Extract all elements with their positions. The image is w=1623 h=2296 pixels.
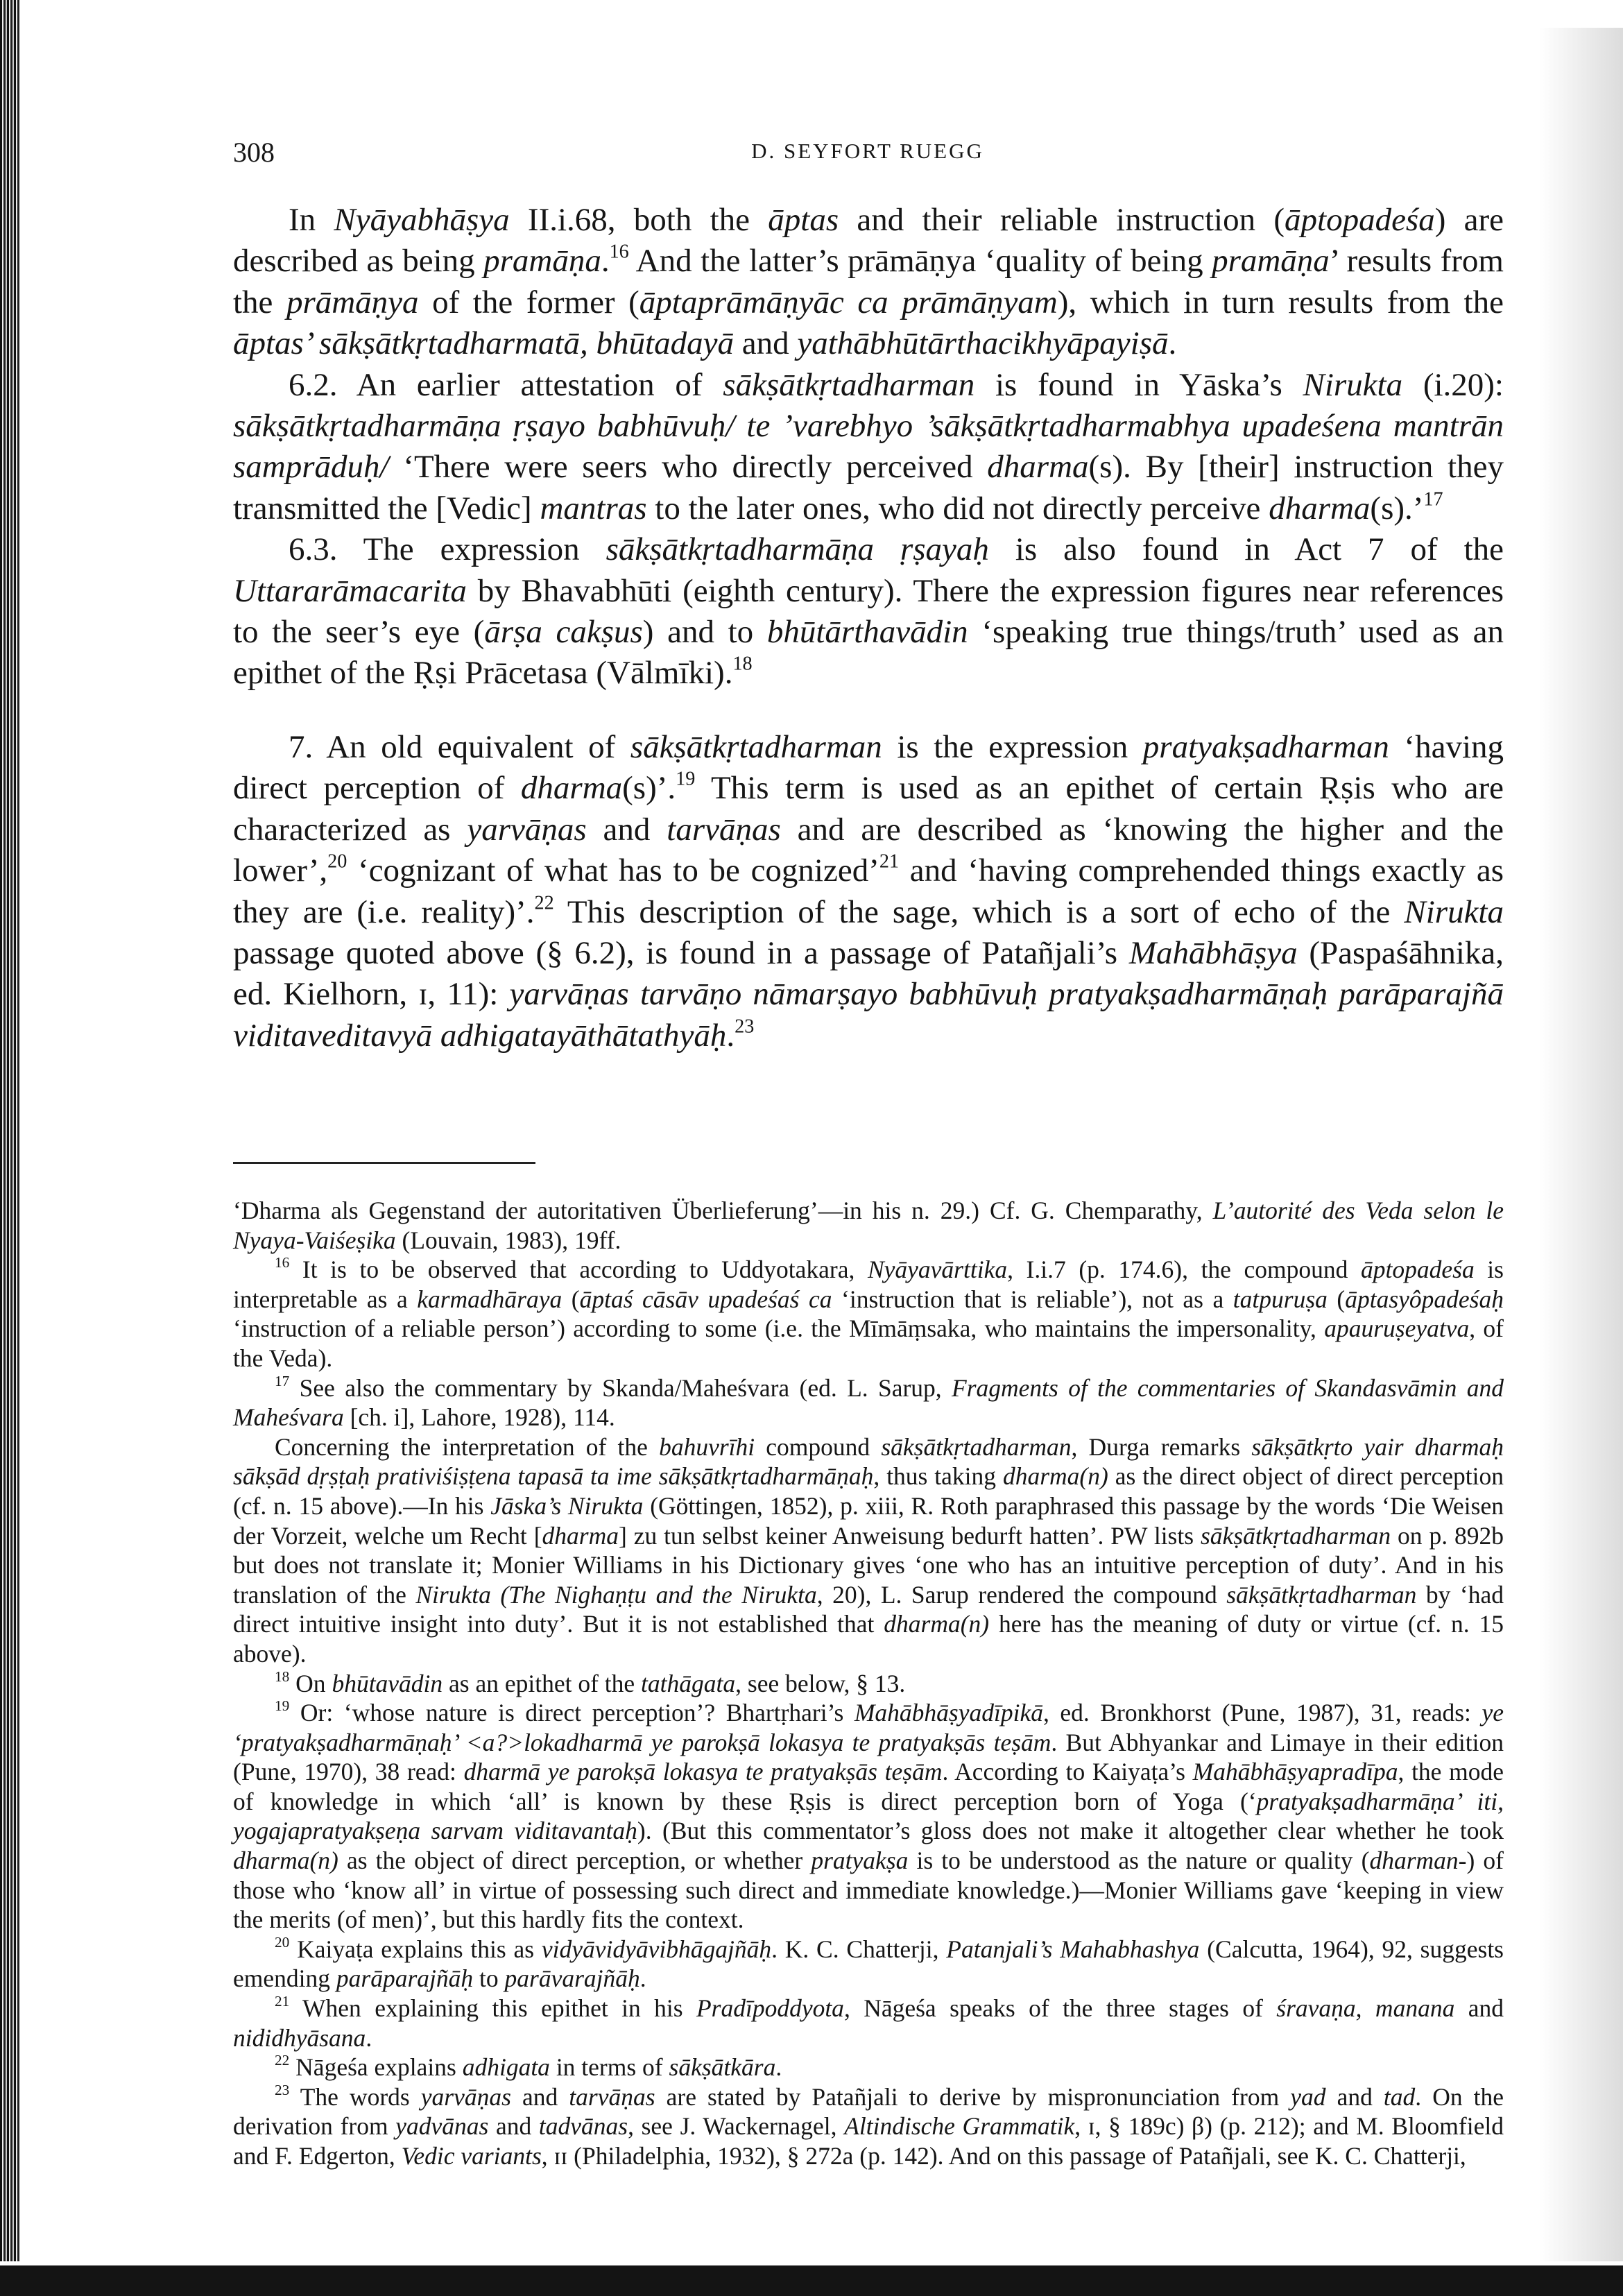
scan-bottom-bar — [0, 2265, 1623, 2296]
italic-span: tadvānas — [538, 2112, 628, 2141]
text-span: ‘speaking true things/truth’ used as an epithet of the Ṛṣi Prācetasa (Vālmīki). — [233, 614, 1504, 692]
italic-span: yarvāṇas tarvāṇo nāmarṣayo babhūvuḥ pratyakṣadharmāṇaḥ parāparajñā viditaveditavyā adhigatayāthātathyāḥ — [233, 976, 1504, 1054]
text-span: by ‘had direct intuitive insight into duty’. But it is not established that — [233, 1580, 1504, 1638]
text-span: . — [775, 2053, 782, 2082]
text-span: ‘having direct perception of — [233, 728, 1504, 807]
italic-span: dharma(n) — [1002, 1462, 1108, 1491]
text-span: Kaiyaṭa explains this as — [289, 1935, 542, 1963]
italic-span: dharmā ye parokṣā lokasya te pratyakṣās teṣām — [463, 1758, 943, 1786]
italic-span: karmadhāraya — [417, 1285, 563, 1313]
text-span: On — [289, 1669, 332, 1697]
footnote-ref: 16 — [275, 1254, 290, 1271]
text-span: and are described as ‘knowing the higher and the lower’, — [233, 811, 1504, 889]
text-span: ’ results from the — [233, 243, 1504, 320]
text-span: as an epithet of the — [443, 1669, 642, 1697]
italic-span: sākṣātkṛtadharman — [881, 1432, 1072, 1461]
italic-span: āptasyôpadeśaḥ — [1345, 1285, 1504, 1313]
italic-span: dharma — [1269, 490, 1371, 526]
italic-span: dharma — [542, 1521, 619, 1550]
text-span: to — [473, 1964, 505, 1993]
italic-span: Mahābhāṣyadīpikā — [854, 1699, 1043, 1727]
text-span: , Durga remarks — [1071, 1432, 1252, 1461]
italic-span: tatpuruṣa — [1233, 1285, 1328, 1313]
text-span: and — [733, 325, 798, 362]
footnotes — [233, 1196, 1504, 2171]
text-span: , thus taking — [873, 1462, 1003, 1491]
footnote-ref: 19 — [275, 1697, 290, 1715]
text-span: (s).’ — [1370, 490, 1424, 526]
italic-span: vidyāvidyāvibhāgajñāḥ — [541, 1935, 772, 1963]
text-span: When explaining this epithet in his — [289, 1994, 696, 2023]
footnote-ref: 17 — [1423, 488, 1443, 511]
text-span: 6.2. An earlier attestation of — [289, 366, 723, 403]
footnote-fn21 — [233, 1994, 1504, 2053]
text-span: . On the derivation from — [233, 2082, 1504, 2141]
italic-span: Nirukta — [1404, 893, 1504, 930]
italic-span: Patanjali’s Mahabhashya — [946, 1935, 1200, 1963]
footnote-ref: 16 — [609, 241, 629, 263]
footnote-ref: 20 — [327, 850, 347, 873]
text-span: by Bhavabhūti (eighth century). There the expression figures near references to the seer’s eye ( — [233, 572, 1504, 651]
italic-span: sākṣātkṛto yair dharmaḥ sākṣād dṛṣṭaḥ prativiśiṣṭena tapasā ta ime sākṣātkṛtadharmāṇaḥ — [233, 1432, 1504, 1491]
italic-span: sākṣātkṛtadharman — [723, 366, 975, 403]
text-span: and — [488, 2112, 539, 2141]
italic-span: dharma — [987, 449, 1089, 486]
footnote-ref: 18 — [732, 653, 753, 675]
text-span: . But Abhyankar and Limaye in their edition (Pune, 1970), 38 read: — [233, 1728, 1504, 1786]
italic-span: apauruṣeyatva — [1324, 1314, 1470, 1343]
footnote-ref: 23 — [275, 2081, 290, 2098]
italic-span: Nirukta — [1303, 366, 1403, 403]
text-span: in terms of — [549, 2053, 669, 2082]
footnote-ref: 21 — [275, 1993, 290, 2010]
text-span: This description of the sage, which is a sort of echo of the — [553, 893, 1405, 930]
italic-span: āptopadeśa — [1285, 202, 1435, 238]
italic-span: dharma — [520, 770, 623, 807]
italic-span: pramāṇa — [483, 243, 601, 280]
text-span: (Louvain, 1983), 19ff. — [395, 1226, 621, 1254]
text-span: ‘instruction that is reliable’), not as a — [832, 1285, 1233, 1313]
text-span: ( — [562, 1285, 580, 1313]
italic-span: pramāṇa — [1212, 243, 1330, 280]
italic-span: adhigata — [462, 2053, 550, 2082]
italic-span: ye ‘pratyakṣadharmāṇaḥ’ <a?>lokadharmā ye parokṣā lokasya te pratyakṣās teṣām — [233, 1699, 1504, 1756]
italic-span: pratyakṣadharmāṇa’ iti, yogajapratyakṣeṇa sarvam viditavantaḥ — [233, 1787, 1504, 1845]
text-span: It is to be observed that according to Uddyotakara, — [289, 1256, 868, 1284]
italic-span: sākṣātkṛtadharmāṇa ṛṣayo babhūvuḥ/ te ’varebhyo ’sākṣātkṛtadharmabhya upadeśena mantrān samprāduḥ/ — [233, 408, 1504, 486]
italic-span: L’autorité des Veda selon le Nyaya-Vaiśeṣika — [233, 1197, 1504, 1254]
text-span: , ed. Bronkhorst (Pune, 1987), 31, reads: — [1042, 1699, 1482, 1727]
italic-span: Mahābhāṣya — [1128, 934, 1298, 971]
footnote-fn22 — [233, 2053, 1504, 2082]
text-span: Concerning the interpretation of the — [275, 1432, 660, 1461]
text-span: ). (But this commentator’s gloss does not make it altogether clear whether he took — [637, 1817, 1504, 1845]
text-span: . K. C. Chatterji, — [771, 1935, 947, 1963]
text-span: and ‘having comprehended things exactly as they are (i.e. reality)’. — [233, 853, 1504, 930]
paragraph-p2 — [233, 365, 1504, 530]
text-span: , I.i.7 (p. 174.6), the compound — [1007, 1256, 1362, 1284]
text-span: The words — [289, 2082, 421, 2111]
text-span: is to be understood as the nature or quality ( — [908, 1847, 1370, 1875]
paragraph-p4 — [233, 727, 1504, 1056]
footnote-ref: 23 — [735, 1015, 755, 1037]
italic-span: yarvāṇas — [467, 811, 587, 848]
italic-span: Altindische Grammatik — [844, 2112, 1075, 2141]
text-span: and — [586, 811, 667, 848]
text-span: ), which in turn results from the — [1057, 284, 1504, 320]
text-span: , see J. Wackernagel, — [628, 2112, 845, 2141]
text-span: (Paspaśāhnika, ed. Kielhorn, ɪ, 11): — [233, 934, 1504, 1013]
text-span: as the direct object of direct perception (cf. n. 15 above).—In his — [233, 1462, 1504, 1520]
footnote-fn16 — [233, 1255, 1504, 1373]
text-span: (i.20): — [1402, 366, 1504, 403]
text-span: ( — [1327, 1285, 1346, 1313]
italic-span: dharma(n) — [884, 1610, 990, 1638]
italic-span: yathābhūtārthacikhyāpayiṣā — [797, 325, 1169, 362]
text-span: And the latter’s prāmāṇya ‘quality of being — [628, 243, 1212, 280]
italic-span: Nirukta (The Nighaṇṭu and the Nirukta — [415, 1580, 817, 1609]
italic-span: tathāgata — [641, 1669, 736, 1697]
italic-span: sākṣātkṛtadharman — [1226, 1580, 1417, 1609]
italic-span: mantras — [540, 490, 647, 526]
footnote-fn18 — [233, 1669, 1504, 1699]
footnote-rule — [233, 1162, 535, 1164]
text-span: Or: ‘whose nature is direct perception’? Bhartṛhari’s — [289, 1699, 855, 1727]
italic-span: sākṣātkṛtadharman — [630, 728, 882, 765]
text-span: and — [1454, 1994, 1504, 2023]
italic-span: āptopadeśa — [1361, 1256, 1475, 1284]
italic-span: yarvāṇas — [420, 2082, 511, 2111]
binding-edge — [0, 0, 19, 2261]
italic-span: Pradīpoddyota — [696, 1994, 844, 2023]
text-span: [ch. i], Lahore, 1928), 114. — [343, 1403, 615, 1432]
italic-span: dharma(n) — [233, 1847, 338, 1875]
footnote-fn19 — [233, 1698, 1504, 1935]
footnote-ref: 21 — [879, 850, 900, 873]
text-span: This term is used as an epithet of certain Ṛṣis who are characterized as — [233, 770, 1504, 848]
text-span: ) of those who ‘know all’ in virtue of possessing such direct and immediate knowledge.)—Monier Williams gave ‘keeping in view the merits (of men)’, but this hardly fits the context. — [233, 1847, 1504, 1934]
italic-span: yadvānas — [395, 2112, 489, 2141]
italic-span: prāmāṇya — [286, 284, 419, 320]
italic-span: sākṣātkāra — [669, 2053, 776, 2082]
text-span: and — [1325, 2082, 1384, 2111]
italic-span: sākṣātkṛtadharmāṇa ṛṣayaḥ — [606, 531, 989, 568]
italic-span: nididhyāsana — [233, 2023, 366, 2052]
italic-span: bhūtavādin — [332, 1669, 443, 1697]
footnote-ref: 22 — [275, 2052, 290, 2069]
italic-span: bhūtārthavādin — [766, 614, 968, 651]
text-span: . — [1168, 325, 1177, 362]
text-span: ) and to — [642, 614, 767, 651]
text-span: (Göttingen, 1852), p. xiii, R. Roth paraphrased this passage by the words ‘Die Weisen der Vorzeit, welche um Recht [ — [233, 1491, 1504, 1550]
italic-span: āptaprāmāṇyāc ca prāmāṇyam — [639, 284, 1058, 320]
text-span: , Nāgeśa speaks of the three stages of — [843, 1994, 1277, 2023]
italic-span: Uttararāmacarita — [233, 572, 467, 609]
text-span: II.i.68, both the — [509, 202, 768, 238]
italic-span: śravaṇa, manana — [1276, 1994, 1455, 2023]
footnote-fn17 — [233, 1373, 1504, 1432]
italic-span: pratyakṣadharman — [1142, 728, 1389, 765]
italic-span: Nyāyavārttika — [867, 1256, 1008, 1284]
italic-span: parāvarajñāḥ — [504, 1964, 640, 1993]
text-span: ‘cognizant of what has to be cognized’ — [347, 853, 879, 889]
text-span: . — [726, 1017, 735, 1054]
footnote-fn23 — [233, 2082, 1504, 2171]
italic-span: parāparajñāḥ — [336, 1964, 474, 1993]
text-span: ‘There were seers who directly perceived — [388, 449, 988, 486]
text-span: and their reliable instruction ( — [839, 202, 1285, 238]
text-span: In — [289, 202, 334, 238]
italic-span: ārṣa cakṣus — [484, 614, 643, 651]
footnote-fn17b — [233, 1432, 1504, 1669]
text-span: passage quoted above (§ 6.2), is found in a passage of Patañjali’s — [233, 934, 1129, 971]
italic-span: bahuvrīhi — [659, 1432, 755, 1461]
page-header — [233, 136, 1502, 178]
paragraph-p3 — [233, 529, 1504, 694]
italic-span: tad — [1383, 2082, 1416, 2111]
text-span: , see below, § 13. — [735, 1669, 906, 1697]
text-span: on p. 892b but does not translate it; Monier Williams in his Dictionary gives ‘one who has an intuitive perception of duty’. And in his translation of the — [233, 1521, 1504, 1609]
italic-span: dharman- — [1369, 1847, 1467, 1875]
text-span: to the later ones, who did not directly perceive — [646, 490, 1269, 526]
italic-span: Jāska’s Nirukta — [490, 1491, 644, 1520]
italic-span: sākṣātkṛtadharman — [1200, 1521, 1391, 1550]
text-span: as the object of direct perception, or whether — [338, 1847, 812, 1875]
text-span: ‘Dharma als Gegenstand der autoritativen Überlieferung’—in his n. 29.) Cf. G. Chemparathy, — [233, 1197, 1213, 1224]
footnote-ref: 20 — [275, 1933, 290, 1951]
text-span: , 20), L. Sarup rendered the compound — [816, 1580, 1227, 1609]
text-span: , of the Veda). — [233, 1314, 1504, 1372]
text-span: , ɪ, § 189c) β) (p. 212); and M. Bloomfield and F. Edgerton, — [233, 2112, 1504, 2170]
text-span: 6.3. The expression — [289, 531, 606, 568]
italic-span: Mahābhāṣyapradīpa — [1192, 1758, 1398, 1786]
text-span: (Calcutta, 1964), 92, suggests emending — [233, 1935, 1504, 1993]
text-span: compound — [755, 1432, 882, 1461]
text-span: 7. An old equivalent of — [289, 728, 630, 765]
text-span: are stated by Patañjali to derive by mispronunciation from — [655, 2082, 1291, 2111]
footnote-fn20 — [233, 1935, 1504, 1994]
footnote-fn-cont — [233, 1196, 1504, 1255]
italic-span: tarvāṇas — [569, 2082, 655, 2111]
footnote-ref: 18 — [275, 1668, 290, 1685]
text-span: (s). By [their] instruction they transmitted the [Vedic] — [233, 449, 1504, 526]
text-span: ‘instruction of a reliable person’) according to some (i.e. the Mīmāṃsaka, who maintains the impersonality, — [233, 1314, 1325, 1343]
text-span: ] zu tun selbst keiner Anweisung bedurft hatten’. PW lists — [619, 1521, 1201, 1550]
text-span: , ɪɪ (Philadelphia, 1932), § 272a (p. 142). And on this passage of Patañjali, see K. C. Chatterji, — [541, 2142, 1466, 2170]
italic-span: āptaś cāsāv upadeśaś ca — [579, 1285, 832, 1313]
text-span: . — [639, 1964, 646, 1993]
running-head: D. SEYFORT RUEGG — [751, 139, 984, 163]
italic-span: āptas — [768, 202, 839, 238]
text-span: . — [601, 243, 610, 280]
italic-span: āptas’ sākṣātkṛtadharmatā, bhūtadayā — [233, 325, 734, 362]
text-span: is found in Yāska’s — [974, 366, 1303, 403]
text-span: ) are described as being — [233, 202, 1504, 280]
page-number: 308 — [233, 137, 275, 168]
footnote-ref: 17 — [275, 1372, 290, 1389]
italic-span: pratyakṣa — [811, 1847, 909, 1875]
text-span: (s)’. — [622, 770, 676, 807]
text-span: is also found in Act 7 of the — [988, 531, 1504, 568]
italic-span: tarvāṇas — [667, 811, 781, 848]
text-span: is the expression — [882, 728, 1143, 765]
text-span: is interpretable as a — [233, 1256, 1504, 1313]
footnote-ref: 22 — [534, 891, 554, 914]
scan-shadow — [1540, 28, 1623, 2261]
text-span: of the former ( — [418, 284, 639, 320]
italic-span: Nyāyabhāṣya — [334, 202, 510, 238]
text-span: , the mode of knowledge in which ‘all’ is known by these Ṛṣis is direct perception born of Yoga (‘ — [233, 1758, 1504, 1815]
text-span: . According to Kaiyaṭa’s — [942, 1758, 1193, 1786]
text-span: See also the commentary by Skanda/Maheśvara (ed. L. Sarup, — [289, 1373, 952, 1402]
italic-span: yad — [1290, 2082, 1326, 2111]
text-span: . — [366, 2023, 372, 2052]
text-span: Nāgeśa explains — [289, 2053, 463, 2082]
italic-span: Fragments of the commentaries of Skandasvāmin and Maheśvara — [233, 1373, 1504, 1432]
paragraph-p1 — [233, 200, 1504, 365]
italic-span: Vedic variants — [401, 2142, 542, 2170]
text-span: and — [510, 2082, 569, 2111]
main-text — [233, 200, 1504, 1056]
footnote-ref: 19 — [676, 768, 696, 790]
text-span: here has the meaning of duty or virtue (cf. n. 15 above). — [233, 1610, 1504, 1668]
